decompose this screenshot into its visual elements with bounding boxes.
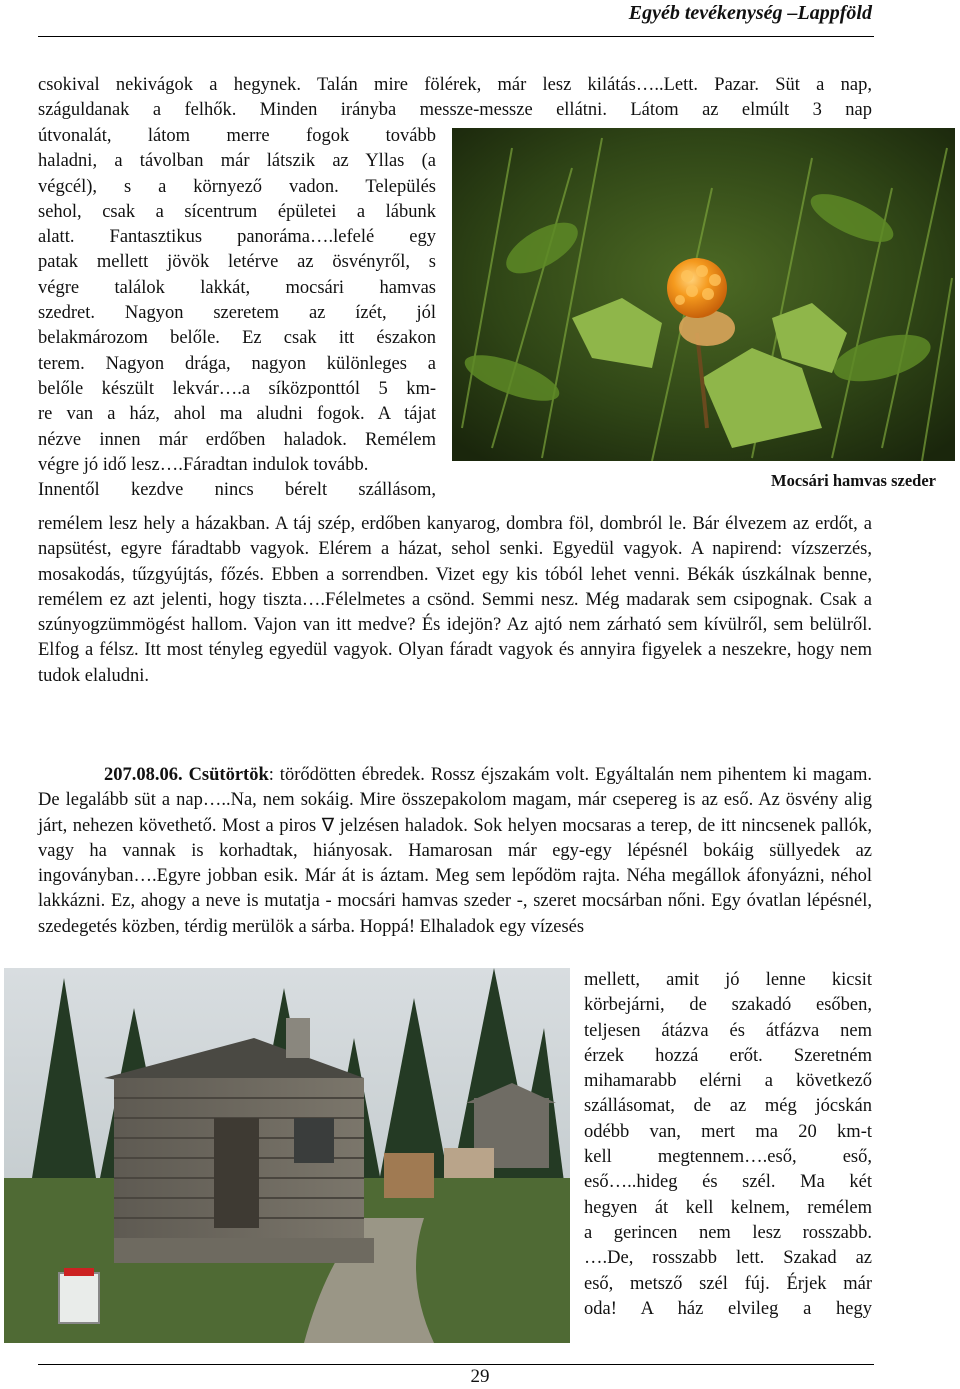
text-line: nézve innen már erdőben haladok. Remélem bbox=[38, 429, 436, 450]
entry-text: törődötten ébredek. Rossz éjszakám volt. Egyáltalán nem pihentem ki magam. De legalább süt a nap…..Na, nem sokáig. Mire összepakolom magam, már csepereg is az eső. Az ösvény alig járt, nehezen követhető. Most a piros ∇ jelzésen haladok. Sok helyen mocsaras a terep, de itt nincsenek pallók, vagy ha vannak is korhadtak, hiányosak. Hamarosan már egy-egy lépésnél bokáig süllyedek az ingoványban….Egyre jobban esik. Már át is áztam. Meg sem lepődöm rajta. Néha megállok áfonyázni, néhol lakkázni. Ez, ahogy a neve is mutatja - mocsári hamvas szeder -, szeret mocsárban nőni. Egy óvatlan lépésnél, szedegetés közben, térdig merülök a sárba. Hoppá! Elhaladok egy vízesés bbox=[38, 765, 873, 937]
text-line: útvonalát, látom merre fogok tovább bbox=[38, 126, 436, 146]
text-line: oda! A ház elvileg a hegy bbox=[584, 1298, 872, 1319]
paragraph-1-continued: remélem lesz hely a házakban. A táj szép, erdőben kanyarog, dombra föl, dombról le. Bár élvezem az erdőt, a napsütést, egyre fáradtabb vagyok. Elérem a házat, sehol senki. Egyedül vagyok. A napirend: vízszerzés, mosakodás, tűzgyújtás, főzés. Ebben a sorrendben. Vizet egy kis tóból lehet venni. Békák úszkálnak benne, remélem ez azt jelenti, hogy tiszta….Félelmetes a csönd. Semmi nesz. Még madarak sem csipognak. Csak a szúnyogzümmögést hallom. Vajon van itt medve? És idejön? Az ajtó nem zárható sem kívülről, sem belülről. Elfog a félsz. Itt most tényleg egyedül vagyok. Olyan fáradt vagyok és annyira figyelek a neszekre, hogy nem tudok elaludni. bbox=[38, 514, 872, 686]
paragraph-2-wrapped bbox=[584, 968, 872, 1322]
text-line: mihamarabb elérni a következő bbox=[584, 1071, 872, 1092]
text-line: Innentől kezdve nincs bérelt szállásom, bbox=[38, 480, 436, 501]
text-line: a gerincen nem lesz rosszabb. bbox=[584, 1222, 872, 1243]
text-line: sehol, csak a sícentrum épületei a lábunk bbox=[38, 201, 436, 222]
text-line: csokival nekivágok a hegynek. Talán mire fölérek, már lesz kilátás…..Lett. Pazar. Süt a nap, bbox=[38, 75, 872, 95]
page-header bbox=[38, 0, 874, 37]
text-line: végcél), s a környező vadon. Település bbox=[38, 176, 436, 197]
text-line: szedret. Nagyon szeretem az ízét, jól bbox=[38, 303, 436, 324]
text-line: ….De, rosszabb lett. Szakad az bbox=[584, 1248, 872, 1269]
text-line: re van a ház, ahol ma aludni fogok. A tájat bbox=[38, 404, 436, 425]
paragraph-1-intro bbox=[38, 73, 872, 124]
cloudberry-photo bbox=[452, 128, 955, 461]
text-line: belőle készült lekvár….a síközponttól 5 km- bbox=[38, 378, 436, 399]
text-line: körbejárni, de szakadó esőben, bbox=[584, 995, 872, 1016]
paragraph-1-wrapped bbox=[38, 124, 436, 503]
text-line: eső…..hideg és szél. Ma két bbox=[584, 1172, 872, 1193]
text-line: terem. Nagyon drága, nagyon különleges a bbox=[38, 353, 436, 374]
entry-colon: : bbox=[268, 765, 274, 785]
text-line: patak mellett jövök letérve az ösvényről, s bbox=[38, 252, 436, 273]
text-line: végre találok lakkát, mocsári hamvas bbox=[38, 277, 436, 298]
text-line: eső, metsző szél fúj. Érjek már bbox=[584, 1273, 872, 1294]
text-line: érzek hozzá erőt. Szeretném bbox=[584, 1045, 872, 1066]
photo-caption: Mocsári hamvas szeder bbox=[771, 471, 936, 490]
text-line: kell megtennem….eső, eső, bbox=[584, 1147, 872, 1168]
text-line: mellett, amit jó lenne kicsit bbox=[584, 970, 872, 990]
entry-day: Csütörtök bbox=[188, 765, 269, 785]
text-line: szállásomat, de az még jócskán bbox=[584, 1096, 872, 1117]
paragraph-2 bbox=[38, 763, 872, 940]
entry-date: 207.08.06. bbox=[104, 765, 183, 785]
text-line: végre jó idő lesz….Fáradtan indulok tovább. bbox=[38, 454, 369, 475]
text-line: száguldanak a felhők. Minden irányba messze-messze ellátni. Látom az elmúlt 3 nap bbox=[38, 100, 872, 121]
page-number: 29 bbox=[470, 1366, 490, 1387]
text-line: hegyen át kell kelnem, remélem bbox=[584, 1197, 872, 1218]
cabin-photo bbox=[4, 968, 570, 1343]
text-line: belakmározom belőle. Ez csak itt északon bbox=[38, 328, 436, 349]
text-line: haladni, a távolban már látszik az Yllas (a bbox=[38, 151, 436, 172]
footer-rule bbox=[38, 1364, 874, 1365]
header-title: Egyéb tevékenység –Lappföld bbox=[628, 2, 872, 24]
text-line: alatt. Fantasztikus panoráma….lefelé egy bbox=[38, 227, 436, 248]
text-line: odébb van, mert ma 20 km-t bbox=[584, 1121, 872, 1142]
text-line: teljesen átázva és átfázva nem bbox=[584, 1020, 872, 1041]
